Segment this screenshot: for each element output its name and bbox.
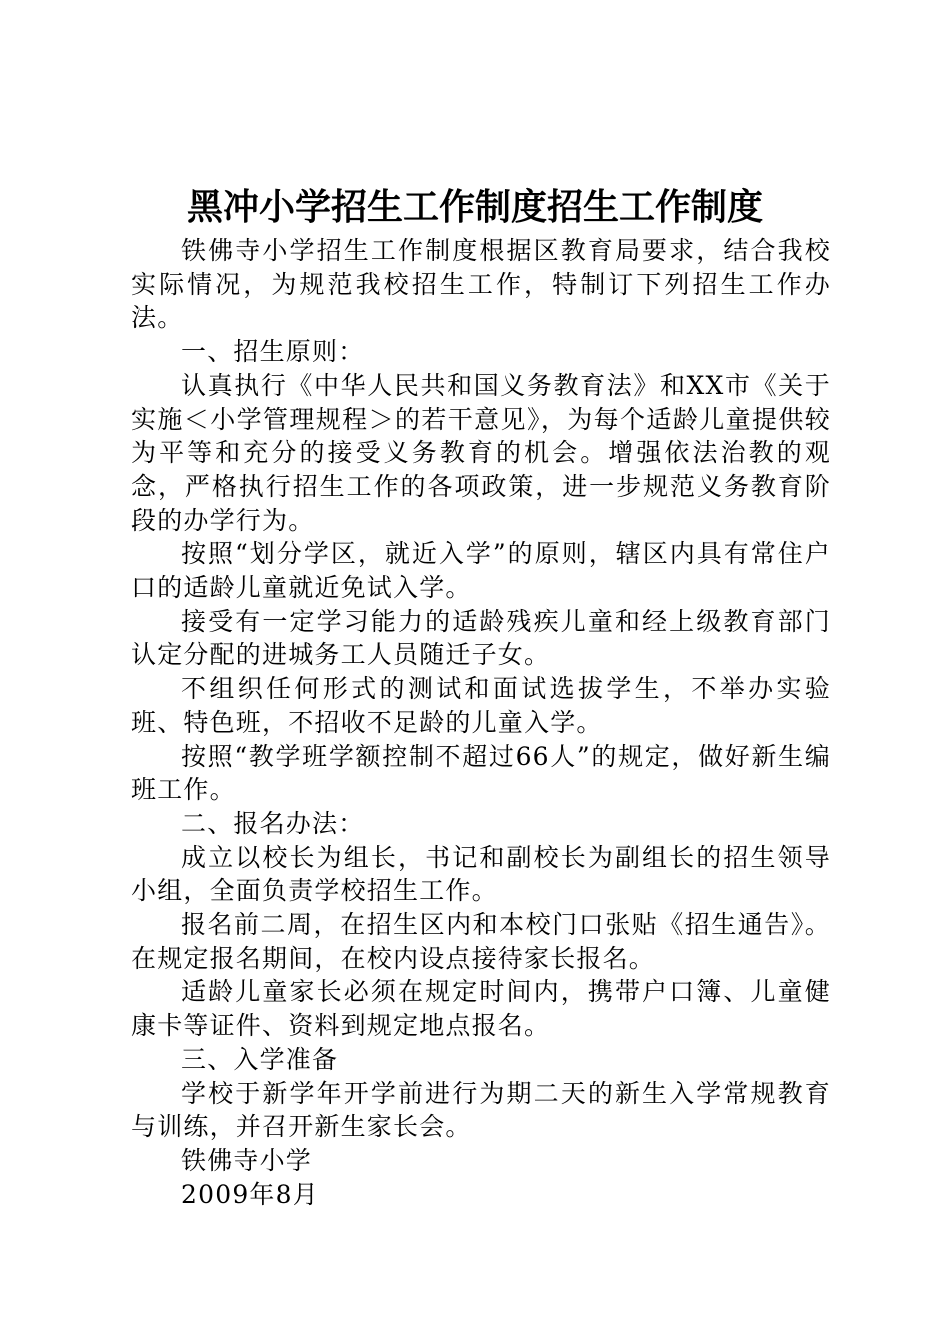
paragraph: 报名前二周，在招生区内和本校门口张贴《招生通告》。在规定报名期间，在校内设点接待家长报名。 xyxy=(131,910,831,973)
signature-date: 2009年8月 xyxy=(181,1179,319,1209)
paragraph: 不组织任何形式的测试和面试选拔学生，不举办实验班、特色班，不招收不足龄的儿童入学。 xyxy=(131,674,831,737)
section-heading-registration: 二、报名办法： xyxy=(181,808,365,838)
section-heading-principles: 一、招生原则： xyxy=(181,337,365,367)
paragraph: 认真执行《中华人民共和国义务教育法》和XX市《关于实施＜小学管理规程＞的若干意见》，为每个适龄儿童提供较为平等和充分的接受义务教育的机会。增强依法治教的观念，严格执行招生工作的各项政策，进一步规范义务教育阶段的办学行为。 xyxy=(131,370,831,535)
paragraph: 学校于新学年开学前进行为期二天的新生入学常规教育与训练，并召开新生家长会。 xyxy=(131,1078,831,1142)
document-title: 黑冲小学招生工作制度招生工作制度 xyxy=(186,186,763,228)
paragraph: 按照“教学班学额控制不超过66人”的规定，做好新生编班工作。 xyxy=(131,741,831,805)
paragraph: 接受有一定学习能力的适龄残疾儿童和经上级教育部门认定分配的进城务工人员随迁子女。 xyxy=(131,606,831,670)
paragraph: 按照“划分学区，就近入学”的原则，辖区内具有常住户口的适龄儿童就近免试入学。 xyxy=(131,539,831,603)
signature-school: 铁佛寺小学 xyxy=(181,1145,313,1175)
paragraph: 成立以校长为组长，书记和副校长为副组长的招生领导小组，全面负责学校招生工作。 xyxy=(131,842,831,906)
section-heading-preparation: 三、入学准备 xyxy=(181,1044,339,1074)
document-body xyxy=(131,234,831,1211)
paragraph: 适龄儿童家长必须在规定时间内，携带户口簿、儿童健康卡等证件、资料到规定地点报名。 xyxy=(131,977,831,1041)
intro-paragraph: 铁佛寺小学招生工作制度根据区教育局要求，结合我校实际情况，为规范我校招生工作，特制订下列招生工作办法。 xyxy=(131,236,831,333)
